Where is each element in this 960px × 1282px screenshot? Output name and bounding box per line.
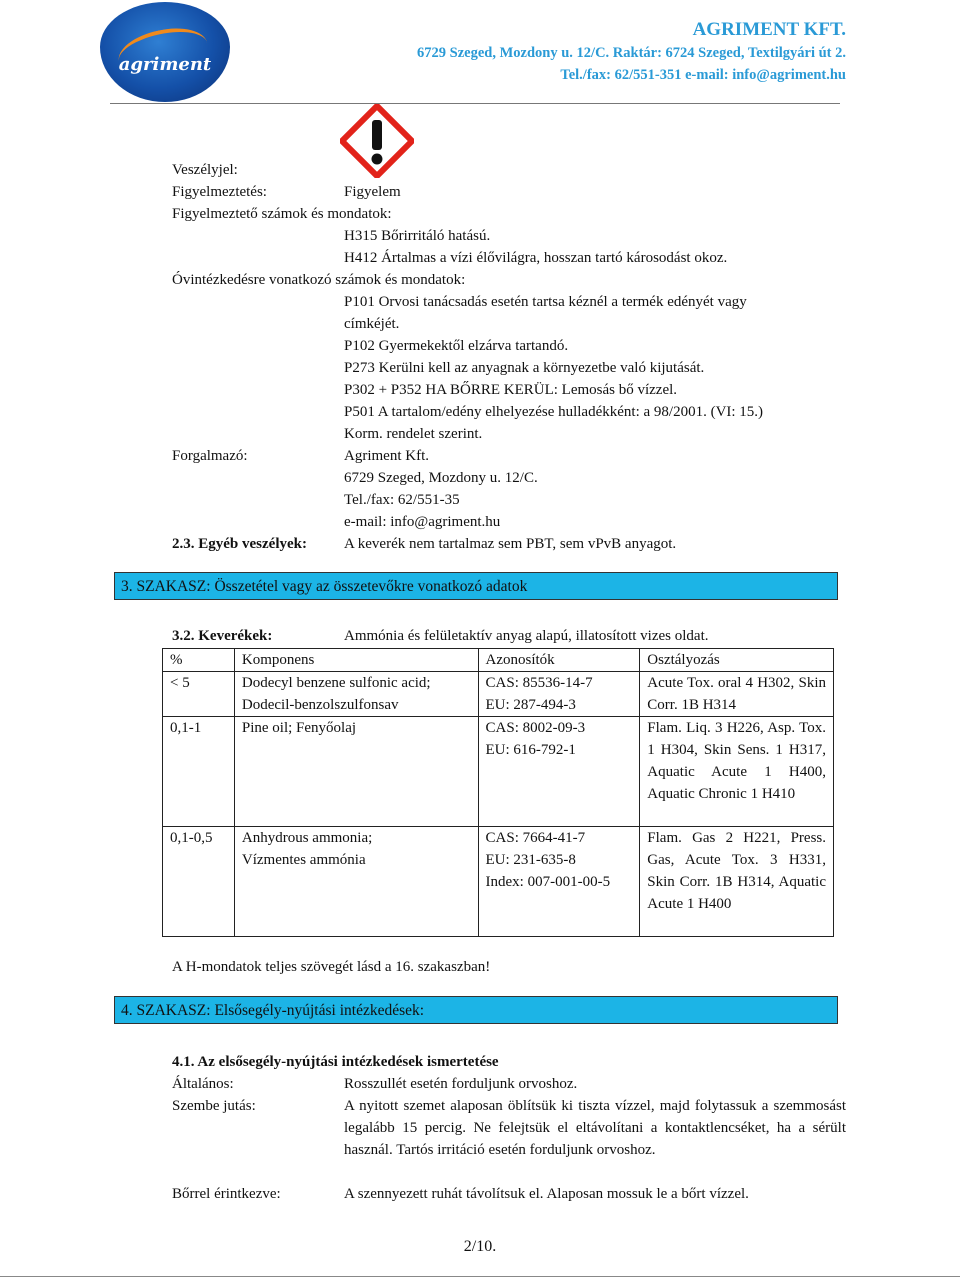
p-statement: P302 + P352 HA BŐRRE KERÜL: Lemosás bő vízzel. [344,382,678,398]
header-cell: Osztályozás [640,649,834,672]
general-label: Általános: [172,1076,234,1092]
distributor-line: 6729 Szeged, Mozdony u. 12/C. [344,470,538,486]
section-3-title: 3. SZAKASZ: Összetétel vagy az összetevőkre vonatkozó adatok [121,578,528,595]
footer-divider [0,1276,960,1277]
p-statements-label: Óvintézkedésre vonatkozó számok és mondatok: [172,272,466,288]
skin-contact-label: Bőrrel érintkezve: [172,1186,281,1202]
company-address: 6729 Szeged, Mozdony u. 12/C. Raktár: 6724 Szeged, Textilgyári út 2. [417,45,846,61]
p-statement: címkéjét. [344,316,400,332]
header-cell: % [163,649,235,672]
mixtures-value: Ammónia és felületaktív anyag alapú, illatosított vizes oldat. [344,628,709,644]
eye-contact-value: A nyitott szemet alaposan öblítsük ki tiszta vízzel, majd folytassuk a szemmosást legalább 15 percig. Ne felejtsük el eltávolítani a kontaktlencséket, ha a sérült használ. Tartós irritáció esetén forduljunk orvoshoz. [344,1098,846,1158]
classification-cell: Flam. Liq. 3 H226, Asp. Tox. 1 H304, Skin Sens. 1 H317, Aquatic Acute 1 H400, Aquatic Chronic 1 H410 [640,717,834,827]
component-cell: Anhydrous ammonia; Vízmentes ammónia [234,827,478,937]
h-statements-note: A H-mondatok teljes szövegét lásd a 16. szakaszban! [172,959,491,975]
signal-label: Figyelmeztetés: [172,184,267,200]
company-logo [100,2,230,102]
h-statements-label: Figyelmeztető számok és mondatok: [172,206,392,222]
composition-table [162,648,834,937]
table-row [163,827,834,937]
signal-value: Figyelem [344,184,401,200]
p-statement: P501 A tartalom/edény elhelyezése hulladékként: a 98/2001. (VI: 15.) [344,404,764,420]
eye-contact-label: Szembe jutás: [172,1098,256,1114]
general-value: Rosszullét esetén forduljunk orvoshoz. [344,1076,578,1092]
company-contact: Tel./fax: 62/551-351 e-mail: info@agriment.hu [560,67,846,83]
symbol-label: Veszélyjel: [172,162,238,178]
p-statement: Korm. rendelet szerint. [344,426,483,442]
h-statement: H315 Bőrirritáló hatású. [344,228,491,244]
pct-cell: < 5 [163,672,235,717]
skin-contact-value: A szennyezett ruhát távolítsuk el. Alaposan mossuk le a bőrt vízzel. [344,1186,749,1202]
section-4-header [114,996,838,1024]
distributor-label: Forgalmazó: [172,448,248,464]
table-header-row [163,649,834,672]
logo-text: agriment [118,54,212,75]
component-cell: Dodecyl benzene sulfonic acid; Dodecil-benzolszulfonsav [234,672,478,717]
h-statement: H412 Ártalmas a vízi élővilágra, hosszan tartó károsodást okoz. [344,250,728,266]
pct-cell: 0,1-1 [163,717,235,827]
p-statement: P102 Gyermekektől elzárva tartandó. [344,338,569,354]
ids-cell: CAS: 8002-09-3 EU: 616-792-1 [478,717,640,827]
table-row [163,717,834,827]
p-statement: P101 Orvosi tanácsadás esetén tartsa kéznél a termék edényét vagy [344,294,747,310]
p-statement: P273 Kerülni kell az anyagnak a környezetbe való kijutását. [344,360,705,376]
table-row [163,672,834,717]
header-divider [110,103,840,104]
distributor-line: Agriment Kft. [344,448,429,464]
classification-cell: Flam. Gas 2 H221, Press. Gas, Acute Tox. 3 H331, Skin Corr. 1B H314, Aquatic Acute 1 H400 [640,827,834,937]
company-name: AGRIMENT KFT. [692,19,846,40]
page-number: 2/10. [463,1238,497,1255]
component-cell: Pine oil; Fenyőolaj [234,717,478,827]
classification-cell: Acute Tox. oral 4 H302, Skin Corr. 1B H314 [640,672,834,717]
section-3-header [114,572,838,600]
first-aid-subtitle: 4.1. Az elsősegély-nyújtási intézkedések ismertetése [172,1054,499,1070]
header-cell: Azonosítók [478,649,640,672]
company-info [417,18,846,86]
mixtures-label: 3.2. Keverékek: [172,628,273,644]
pct-cell: 0,1-0,5 [163,827,235,937]
header-cell: Komponens [234,649,478,672]
ids-cell: CAS: 85536-14-7 EU: 287-494-3 [478,672,640,717]
exclamation-mark-diamond-icon [340,104,414,178]
ids-cell: CAS: 7664-41-7 EU: 231-635-8 Index: 007-001-00-5 [478,827,640,937]
other-hazards-value: A keverék nem tartalmaz sem PBT, sem vPvB anyagot. [344,536,677,552]
distributor-line: Tel./fax: 62/551-35 [344,492,460,508]
distributor-line: e-mail: info@agriment.hu [344,514,501,530]
section-4-title: 4. SZAKASZ: Elsősegély-nyújtási intézkedések: [121,1002,425,1019]
other-hazards-label: 2.3. Egyéb veszélyek: [172,536,307,552]
